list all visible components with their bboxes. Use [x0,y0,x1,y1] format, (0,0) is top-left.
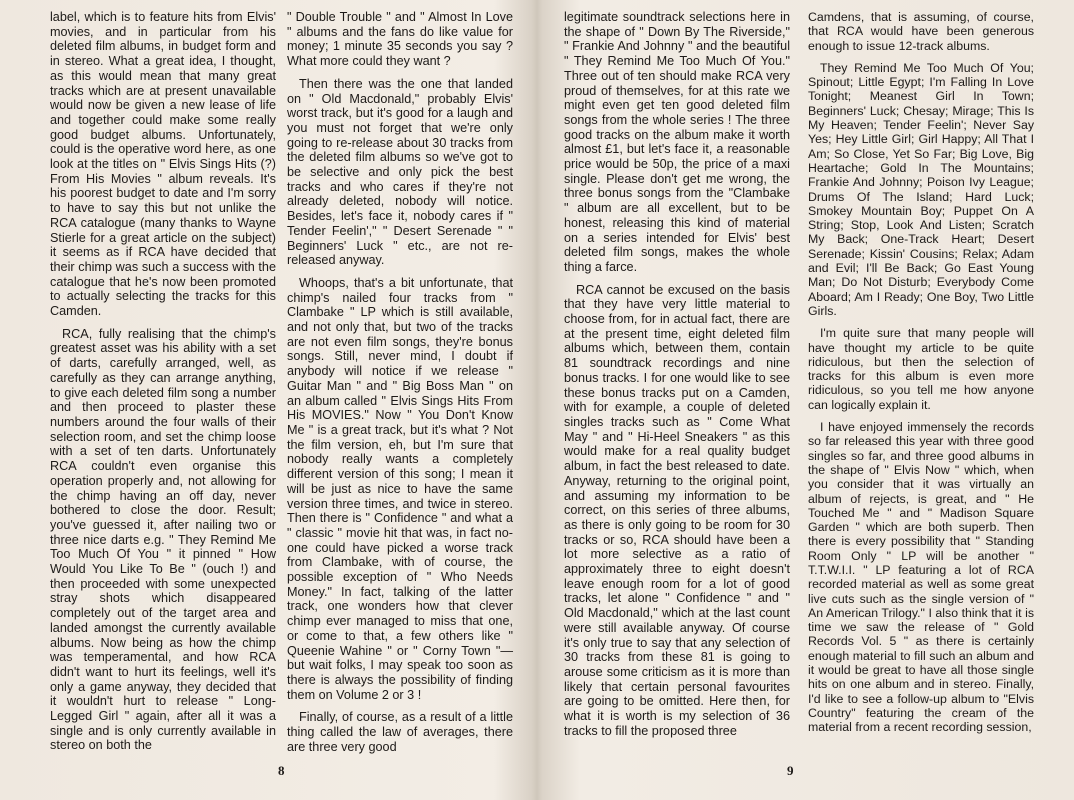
paragraph: Camdens, that is assuming, of course, that RCA would have been generous enough to issue 12-track albums. [808,10,1034,53]
paragraph: I'm quite sure that many people will have thought my article to be quite ridiculous, but then the selection of tracks for this album is even more ridiculous, so you tell me how anyone can logically explain it. [808,326,1034,412]
paragraph: label, which is to feature hits from Elvis' movies, and in particular from his deleted film albums, in budget form and in stereo. What a great idea, I thought, as this would mean that many great tracks which are at present unavailable would now be given a new lease of life and together could make some really good budget albums. Unfortunately, could is the operative word here, as one look at the titles on " Elvis Sings Hits (?) From His Movies " album reveals. It's his poorest budget to date and I'm sorry to have to say this but not unlike the RCA catalogue (many thanks to Wayne Stierle for a great article on the subject) it seems as if RCA have decided that their chimp was such a success with the catalogue that he's now been promoted to actually selecting the tracks for this Camden. [50,10,276,319]
right-page-column-1 [564,10,790,738]
paragraph: I have enjoyed immensely the records so far released this year with three good singles so far, and three good albums in the shape of " Elvis Now " which, when you consider that it was virtually an album of rejects, is great, and " He Touched Me " and " Madison Square Garden " which are both superb. Then there is every possibility that " Standing Room Only " LP will be another " T.T.W.I.I. " LP featuring a lot of RCA recorded material as well as some great live cuts such as the single version of " An American Trilogy." I also think that it is time we saw the release of " Gold Records Vol. 5 " as there is certainly enough material to fill such an album and it would be great to have all those single hits on one album and in stereo. Finally, I'd like to see a follow-up album to "Elvis Country" featuring the cream of the material from a recent recording session, [808,420,1034,735]
paragraph: legitimate soundtrack selections here in the shape of " Down By The Riverside," " Frankie And Johnny " and the beautiful " They Remind Me Too Much Of You." Three out of ten should make RCA very proud of themselves, for at this rate we might even get ten good deleted film songs from the whole series ! The three good tracks on the album make it worth almost £1, but let's face it, a reasonable price would be 50p, the price of a maxi single. Please don't get me wrong, the three bonus songs from the "Clambake " album are all excellent, but to be honest, releasing this kind of material on a series intended for Elvis' best deleted film songs, makes the whole thing a farce. [564,10,790,274]
paragraph: RCA cannot be excused on the basis that they have very little material to choose from, for in actual fact, there are at the present time, eight deleted film albums which, between them, contain 81 soundtrack recordings and nine bonus tracks. I for one would like to see these bonus tracks put on a Camden, with for example, a couple of deleted singles tracks such as " Come What May " and " Hi-Heel Sneakers " as this would make for a real quality budget album, in fact the best released to date. Anyway, returning to the original point, and assuming my information to be correct, on this series of three albums, as there is only going to be room for 30 tracks or so, RCA should have been a lot more selective as a ratio of approximately three to eight doesn't leave enough room for a lot of good tracks, let alone " Confidence " and " Old Macdonald," which at the last count were still available anyway. Of course it's only true to say that any selection of 30 tracks from these 81 is going to arouse some criticism as it is more than likely that certain personal favourites are going to be omitted. Here then, for what it is worth is my selection of 36 tracks to fill the proposed three [564,282,790,738]
paragraph: RCA, fully realising that the chimp's greatest asset was his ability with a set of darts, carefully arranged, well, as carefully as they can arrange anything, to give each deleted film song a number and then proceed to plaster these numbers around the four walls of their selection room, and set the chimp loose with a set of ten darts. Unfortunately RCA couldn't even organise this operation properly and, not allowing for the chimp having an off day, never bothered to close the door. Result; you've guessed it, after nailing two or three nice darts e.g. " They Remind Me Too Much Of You " it pinned " How Would You Like To Be " (ouch !) and then proceeded with some unexpected stray shots which disappeared completely out of the target area and landed amongst the currently available albums. Now being as how the chimp was temperamental, and how RCA didn't want to hurt its feelings, well it's only a game anyway, they decided that it wouldn't hurt to release " Long-Legged Girl " again, after all it was a single and is only currently available in stereo on both the [50,326,276,753]
page-number: 9 [787,763,794,778]
right-page [537,0,1074,800]
paragraph: " Double Trouble " and " Almost In Love " albums and the fans do like value for money; 1 minute 35 seconds you say ? What more could they want ? [287,10,513,69]
paragraph: Whoops, that's a bit unfortunate, that chimp's nailed four tracks from " Clambake " LP which is still available, and not only that, but two of the tracks are not even film songs, they're bonus songs. Still, never mind, I doubt if anybody will notice if we release " Guitar Man " and " Big Boss Man " on an album called " Elvis Sings Hits From His MOVIES." Now " You Don't Know Me " is a great track, but it's what ? Not the film version, eh, but I'm sure that nobody really wants a completely different version of this song; I mean it will be just as nice to have the same version three times, and twice in stereo. Then there is " Confidence " and what a " classic " movie hit that was, in fact no-one could have picked a worse track from Clambake, with of course, the possible exception of " Who Needs Money." In fact, talking of the latter track, one wonders how that clever chimp ever managed to miss that one, or come to that, a few others like " Queenie Wahine " or " Corny Town "—but wait folks, I may speak too soon as there is always the possibility of finding them on Volume 2 or 3 ! [287,275,513,702]
paragraph: They Remind Me Too Much Of You; Spinout; Little Egypt; I'm Falling In Love Tonight; Meanest Girl In Town; Beginners' Luck; Chesay; Mirage; This Is My Heaven; Tender Feelin'; Never Say Yes; Hey Little Girl; Girl Happy; All That I Am; So Close, Yet So Far; Big Love, Big Heartache; Gold In The Mountains; Frankie And Johnny; Poison Ivy League; Drums Of The Island; Hard Luck; Smokey Mountain Boy; Puppet On A String; Stop, Look And Listen; Scratch My Back; One-Track Heart; Desert Serenade; Kissin' Cousins; Relax; Adam and Evil; I'll Be Back; Go East Young Man; Do Not Disturb; Everybody Come Aboard; Am I Ready; One Boy, Two Little Girls. [808,60,1034,318]
left-page-column-2 [287,10,513,754]
left-page-column-1 [50,10,276,753]
page-number: 8 [278,763,285,778]
right-page-column-2 [808,10,1034,735]
paragraph: Then there was the one that landed on " Old Macdonald," probably Elvis' worst track, but it's good for a laugh and you must not forget that we're only going to re-release about 30 tracks from the deleted film albums so we've got to be selective and only pick the best tracks and who cares if they're not already deleted, nobody will notice. Besides, let's face it, nobody cares if " Tender Feelin'," " Desert Serenade " " Beginners' Luck " etc., are not re-released anyway. [287,76,513,268]
paragraph: Finally, of course, as a result of a little thing called the law of averages, there are three very good [287,710,513,754]
